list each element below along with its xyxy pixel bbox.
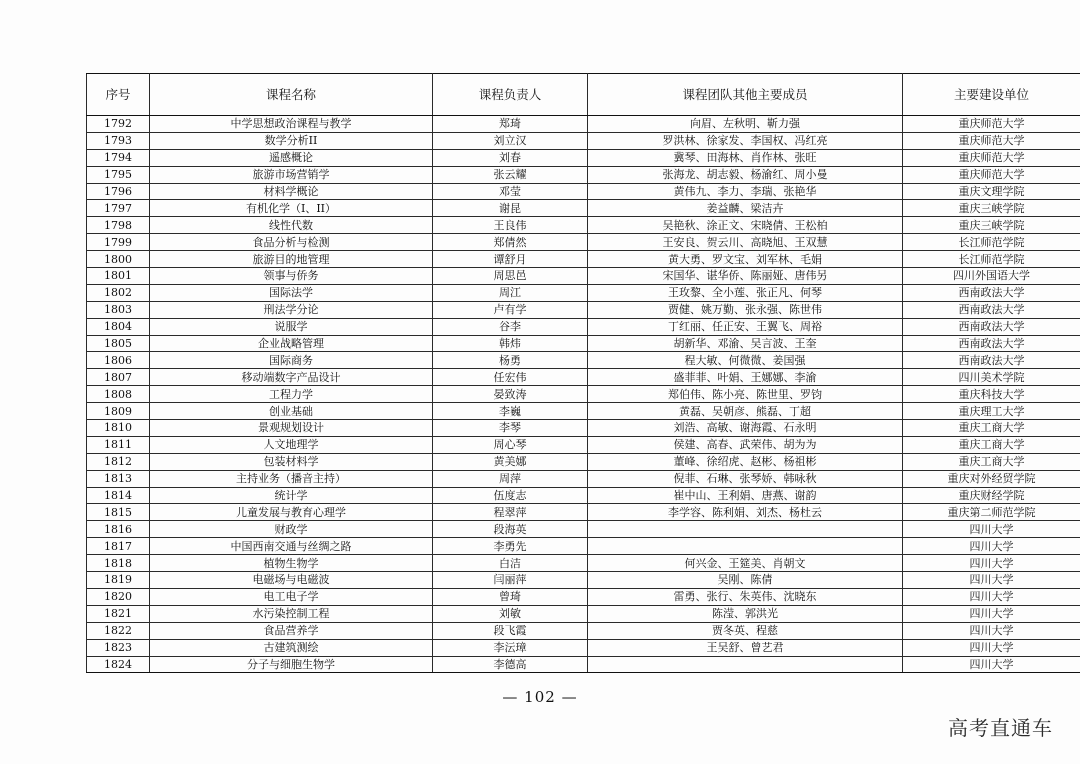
cell-institution: 西南政法大学 [903, 301, 1080, 318]
cell-team-members: 宋国华、谌华侨、陈丽娅、唐伟另 [588, 268, 903, 285]
cell-course-lead: 李勇先 [433, 538, 588, 555]
cell-institution: 四川美术学院 [903, 369, 1080, 386]
cell-course-lead: 晏致涛 [433, 386, 588, 403]
cell-team-members: 冀琴、田海林、肖作林、张旺 [588, 149, 903, 166]
cell-team-members: 黄伟九、李力、李瑞、张艳华 [588, 183, 903, 200]
cell-institution: 四川大学 [903, 622, 1080, 639]
cell-course-lead: 王良伟 [433, 217, 588, 234]
course-table [86, 73, 1080, 673]
cell-institution: 四川大学 [903, 521, 1080, 538]
cell-team-members: 陈滢、郭洪光 [588, 605, 903, 622]
cell-institution: 西南政法大学 [903, 335, 1080, 352]
cell-course-name: 国际商务 [150, 352, 433, 369]
cell-course-name: 中学思想政治课程与教学 [150, 116, 433, 133]
cell-team-members: 贾冬英、程慈 [588, 622, 903, 639]
table-row [87, 369, 1080, 386]
table-row [87, 284, 1080, 301]
cell-index: 1803 [87, 301, 150, 318]
cell-institution: 四川大学 [903, 605, 1080, 622]
cell-course-lead: 李沄璋 [433, 639, 588, 656]
cell-course-lead: 周心琴 [433, 436, 588, 453]
cell-course-name: 遥感概论 [150, 149, 433, 166]
table-row [87, 217, 1080, 234]
cell-index: 1792 [87, 116, 150, 133]
table-body [87, 116, 1080, 673]
cell-course-lead: 曾琦 [433, 588, 588, 605]
cell-team-members: 张海龙、胡志毅、杨渝红、周小曼 [588, 166, 903, 183]
cell-course-name: 工程力学 [150, 386, 433, 403]
cell-team-members: 王安良、贺云川、高晓旭、王双慧 [588, 234, 903, 251]
cell-institution: 重庆理工大学 [903, 403, 1080, 420]
cell-index: 1794 [87, 149, 150, 166]
cell-course-name: 包装材料学 [150, 453, 433, 470]
cell-institution: 四川大学 [903, 588, 1080, 605]
table-row [87, 318, 1080, 335]
cell-index: 1796 [87, 183, 150, 200]
cell-team-members: 黄磊、吴朝彦、熊磊、丁超 [588, 403, 903, 420]
cell-course-lead: 谷李 [433, 318, 588, 335]
cell-institution: 重庆师范大学 [903, 149, 1080, 166]
cell-course-name: 食品营养学 [150, 622, 433, 639]
cell-course-lead: 李巍 [433, 403, 588, 420]
table-row [87, 588, 1080, 605]
cell-institution: 四川大学 [903, 555, 1080, 572]
page-number: — 102 — [502, 688, 578, 706]
cell-index: 1800 [87, 251, 150, 268]
table-row [87, 200, 1080, 217]
cell-institution: 长江师范学院 [903, 234, 1080, 251]
cell-course-lead: 张云耀 [433, 166, 588, 183]
cell-index: 1793 [87, 132, 150, 149]
cell-team-members: 雷勇、张行、朱英伟、沈晓东 [588, 588, 903, 605]
table-row [87, 555, 1080, 572]
cell-index: 1823 [87, 639, 150, 656]
cell-institution: 重庆三峡学院 [903, 217, 1080, 234]
cell-institution: 重庆工商大学 [903, 453, 1080, 470]
table-row [87, 572, 1080, 589]
table-row [87, 639, 1080, 656]
table-row [87, 301, 1080, 318]
cell-team-members: 董峰、徐绍虎、赵彬、杨祖彬 [588, 453, 903, 470]
cell-index: 1808 [87, 386, 150, 403]
cell-index: 1802 [87, 284, 150, 301]
cell-course-name: 食品分析与检测 [150, 234, 433, 251]
header-course-name: 课程名称 [150, 74, 433, 116]
cell-course-name: 国际法学 [150, 284, 433, 301]
cell-team-members: 黄大勇、罗文宝、刘军林、毛娟 [588, 251, 903, 268]
table-row [87, 403, 1080, 420]
cell-course-lead: 邓莹 [433, 183, 588, 200]
table-row [87, 183, 1080, 200]
cell-team-members: 郑伯伟、陈小亮、陈世里、罗钧 [588, 386, 903, 403]
cell-team-members: 王吴舒、曾艺君 [588, 639, 903, 656]
cell-course-lead: 闫丽萍 [433, 572, 588, 589]
table-row [87, 436, 1080, 453]
cell-course-lead: 李德高 [433, 656, 588, 673]
cell-index: 1814 [87, 487, 150, 504]
cell-course-name: 统计学 [150, 487, 433, 504]
cell-course-name: 古建筑测绘 [150, 639, 433, 656]
cell-index: 1812 [87, 453, 150, 470]
header-index: 序号 [87, 74, 150, 116]
header-institution: 主要建设单位 [903, 74, 1080, 116]
cell-course-name: 企业战略管理 [150, 335, 433, 352]
cell-institution: 四川大学 [903, 639, 1080, 656]
cell-institution: 西南政法大学 [903, 318, 1080, 335]
cell-team-members: 贾健、姚万勤、张永强、陈世伟 [588, 301, 903, 318]
cell-course-name: 创业基础 [150, 403, 433, 420]
cell-index: 1807 [87, 369, 150, 386]
header-team-members: 课程团队其他主要成员 [588, 74, 903, 116]
cell-course-lead: 谭舒月 [433, 251, 588, 268]
cell-index: 1809 [87, 403, 150, 420]
cell-index: 1817 [87, 538, 150, 555]
cell-course-name: 植物生物学 [150, 555, 433, 572]
cell-course-name: 线性代数 [150, 217, 433, 234]
table-row [87, 251, 1080, 268]
cell-team-members: 何兴金、王筵美、肖朝文 [588, 555, 903, 572]
table-row [87, 605, 1080, 622]
cell-course-name: 电工电子学 [150, 588, 433, 605]
cell-institution: 西南政法大学 [903, 284, 1080, 301]
cell-course-name: 人文地理学 [150, 436, 433, 453]
cell-team-members [588, 521, 903, 538]
cell-institution: 四川外国语大学 [903, 268, 1080, 285]
table-row [87, 132, 1080, 149]
cell-team-members: 向眉、左秋明、靳力强 [588, 116, 903, 133]
cell-course-name: 财政学 [150, 521, 433, 538]
cell-team-members: 程大敏、何微微、姜国强 [588, 352, 903, 369]
cell-index: 1805 [87, 335, 150, 352]
table-row [87, 420, 1080, 437]
table-row [87, 352, 1080, 369]
cell-institution: 重庆工商大学 [903, 420, 1080, 437]
cell-course-lead: 刘立汉 [433, 132, 588, 149]
cell-institution: 重庆师范大学 [903, 132, 1080, 149]
cell-index: 1811 [87, 436, 150, 453]
cell-course-lead: 任宏伟 [433, 369, 588, 386]
cell-course-name: 说服学 [150, 318, 433, 335]
cell-course-lead: 伍度志 [433, 487, 588, 504]
table-row [87, 538, 1080, 555]
cell-course-name: 中国西南交通与丝绸之路 [150, 538, 433, 555]
cell-course-name: 分子与细胞生物学 [150, 656, 433, 673]
cell-team-members: 胡新华、邓渝、吴言波、王奎 [588, 335, 903, 352]
cell-index: 1801 [87, 268, 150, 285]
cell-course-name: 材料学概论 [150, 183, 433, 200]
cell-index: 1795 [87, 166, 150, 183]
cell-course-lead: 刘春 [433, 149, 588, 166]
cell-course-name: 电磁场与电磁波 [150, 572, 433, 589]
cell-team-members: 吴艳秋、涂正文、宋晓倩、王松柏 [588, 217, 903, 234]
cell-course-lead: 郑琦 [433, 116, 588, 133]
table-row [87, 268, 1080, 285]
cell-institution: 四川大学 [903, 656, 1080, 673]
cell-course-name: 有机化学（I、II） [150, 200, 433, 217]
cell-team-members: 吴刚、陈倩 [588, 572, 903, 589]
cell-institution: 重庆财经学院 [903, 487, 1080, 504]
cell-team-members [588, 538, 903, 555]
cell-index: 1819 [87, 572, 150, 589]
cell-institution: 重庆师范大学 [903, 116, 1080, 133]
table-row [87, 453, 1080, 470]
cell-course-lead: 杨勇 [433, 352, 588, 369]
cell-course-lead: 刘敏 [433, 605, 588, 622]
cell-course-lead: 李琴 [433, 420, 588, 437]
cell-course-lead: 韩炜 [433, 335, 588, 352]
table-row [87, 656, 1080, 673]
table-row [87, 487, 1080, 504]
cell-team-members: 盛菲菲、叶娟、王娜娜、李渝 [588, 369, 903, 386]
table-row [87, 166, 1080, 183]
cell-institution: 四川大学 [903, 572, 1080, 589]
cell-index: 1806 [87, 352, 150, 369]
cell-course-name: 主持业务（播音主持） [150, 470, 433, 487]
table-row [87, 504, 1080, 521]
cell-team-members: 罗洪林、徐家发、李国权、冯红亮 [588, 132, 903, 149]
cell-index: 1816 [87, 521, 150, 538]
cell-team-members: 侯建、高春、武荣伟、胡为为 [588, 436, 903, 453]
cell-index: 1813 [87, 470, 150, 487]
table-row [87, 116, 1080, 133]
cell-team-members: 李学容、陈利娟、刘杰、杨杜云 [588, 504, 903, 521]
cell-team-members: 王玫黎、全小莲、张正凡、何琴 [588, 284, 903, 301]
cell-course-lead: 周思邑 [433, 268, 588, 285]
cell-course-lead: 卢有学 [433, 301, 588, 318]
cell-course-lead: 郑倩然 [433, 234, 588, 251]
cell-team-members: 刘浩、高敏、谢海霞、石永明 [588, 420, 903, 437]
cell-team-members: 倪菲、石琳、张琴娇、韩咏秋 [588, 470, 903, 487]
cell-team-members: 崔中山、王利娟、唐燕、谢韵 [588, 487, 903, 504]
cell-course-lead: 周萍 [433, 470, 588, 487]
cell-team-members: 丁红丽、任正安、王翼飞、周裕 [588, 318, 903, 335]
cell-institution: 重庆三峡学院 [903, 200, 1080, 217]
cell-course-lead: 程翠萍 [433, 504, 588, 521]
cell-index: 1810 [87, 420, 150, 437]
watermark-text: 高考直通车 [948, 716, 1053, 740]
table-row [87, 386, 1080, 403]
cell-course-name: 数学分析II [150, 132, 433, 149]
cell-index: 1804 [87, 318, 150, 335]
cell-institution: 重庆工商大学 [903, 436, 1080, 453]
table-row [87, 622, 1080, 639]
cell-institution: 重庆师范大学 [903, 166, 1080, 183]
cell-course-name: 儿童发展与教育心理学 [150, 504, 433, 521]
header-course-lead: 课程负责人 [433, 74, 588, 116]
cell-course-name: 移动端数字产品设计 [150, 369, 433, 386]
cell-index: 1820 [87, 588, 150, 605]
cell-institution: 重庆科技大学 [903, 386, 1080, 403]
cell-course-lead: 段飞霞 [433, 622, 588, 639]
cell-team-members [588, 656, 903, 673]
cell-index: 1797 [87, 200, 150, 217]
cell-institution: 重庆第二师范学院 [903, 504, 1080, 521]
cell-course-name: 旅游目的地管理 [150, 251, 433, 268]
table-header-row [87, 74, 1080, 116]
cell-index: 1799 [87, 234, 150, 251]
cell-team-members: 姜益麟、梁洁卉 [588, 200, 903, 217]
table-row [87, 234, 1080, 251]
cell-course-lead: 谢昆 [433, 200, 588, 217]
cell-course-name: 水污染控制工程 [150, 605, 433, 622]
cell-index: 1824 [87, 656, 150, 673]
cell-institution: 重庆对外经贸学院 [903, 470, 1080, 487]
table-row [87, 149, 1080, 166]
cell-institution: 四川大学 [903, 538, 1080, 555]
cell-course-lead: 白洁 [433, 555, 588, 572]
cell-course-name: 刑法学分论 [150, 301, 433, 318]
table-row [87, 470, 1080, 487]
cell-index: 1815 [87, 504, 150, 521]
cell-course-name: 旅游市场营销学 [150, 166, 433, 183]
table-row [87, 521, 1080, 538]
cell-course-name: 景观规划设计 [150, 420, 433, 437]
cell-course-lead: 黄美娜 [433, 453, 588, 470]
cell-course-lead: 段海英 [433, 521, 588, 538]
cell-course-lead: 周江 [433, 284, 588, 301]
cell-institution: 西南政法大学 [903, 352, 1080, 369]
table-row [87, 335, 1080, 352]
cell-index: 1822 [87, 622, 150, 639]
cell-index: 1818 [87, 555, 150, 572]
cell-course-name: 领事与侨务 [150, 268, 433, 285]
cell-index: 1798 [87, 217, 150, 234]
cell-institution: 长江师范学院 [903, 251, 1080, 268]
cell-index: 1821 [87, 605, 150, 622]
cell-institution: 重庆文理学院 [903, 183, 1080, 200]
